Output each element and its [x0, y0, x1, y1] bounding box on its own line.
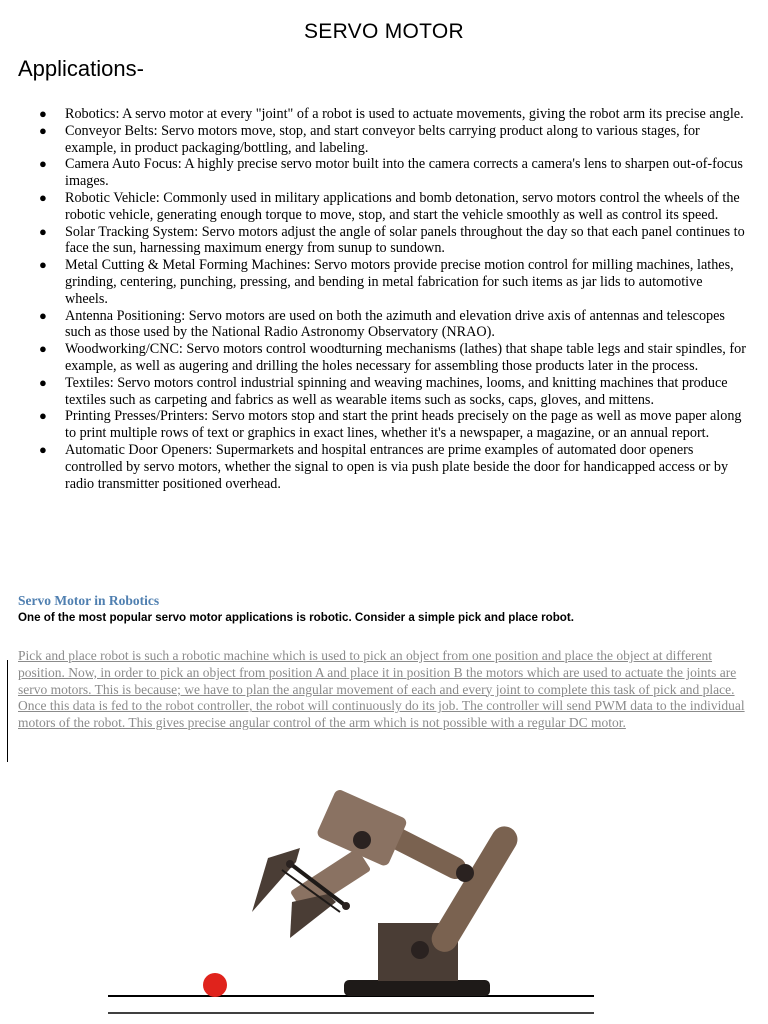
page-title: SERVO MOTOR: [303, 20, 465, 43]
elbow-joint: [456, 864, 474, 882]
application-text: Woodworking/CNC: Servo motors control woodturning mechanisms (lathes) that shape table legs and stair spindles, for example, as well as augering and drilling the holes necessary for assembling those products later in the process.: [65, 341, 746, 374]
gripper-pivot: [342, 902, 350, 910]
bullet-icon: ●: [39, 223, 47, 239]
robotics-intro: One of the most popular servo motor applications is robotic. Consider a simple pick and place robot.: [18, 611, 574, 624]
change-bar: [7, 660, 8, 762]
application-text: Automatic Door Openers: Supermarkets and hospital entrances are prime examples of automated door openers controlled by servo motors, whether the signal to open is via push plate beside the door for handicapped access or by radio transmitter positioned overhead.: [65, 441, 729, 492]
application-text: Printing Presses/Printers: Servo motors stop and start the print heads precisely on the page as well as move paper along to print multiple rows of text or graphics in exact lines, whether it's a newspaper, a magazine, or an annual report.: [65, 408, 742, 442]
list-item: [18, 341, 746, 375]
list-item: [18, 123, 746, 157]
lower-arm-link: [427, 822, 522, 957]
base-joint: [411, 941, 429, 959]
bullet-icon: ●: [39, 341, 47, 357]
red-ball: [203, 973, 227, 997]
robotics-heading: Servo Motor in Robotics: [18, 593, 160, 608]
list-item: [18, 375, 746, 409]
application-text: Textiles: Servo motors control industrial spinning and weaving machines, looms, and knitting machines that produce textiles such as carpeting and fabrics as well as wearable items such as socks, caps, gloves, and mittens.: [65, 374, 728, 408]
list-item: [18, 190, 746, 224]
bullet-icon: ●: [39, 441, 47, 457]
list-item: [18, 156, 746, 190]
shoulder-joint: [353, 831, 371, 849]
list-item: [18, 106, 746, 123]
list-item: [18, 408, 746, 442]
robot-base-plate: [344, 980, 490, 996]
pick-and-place-robot-arm-icon: [100, 790, 600, 1022]
list-item: [18, 442, 746, 492]
gripper-pivot: [286, 860, 294, 868]
bullet-icon: ●: [39, 374, 47, 390]
application-text: Robotic Vehicle: Commonly used in military applications and bomb detonation, servo motors control the wheels of the robotic vehicle, generating enough torque to move, stop, and start the vehicle smoothly as well as control its speed.: [65, 189, 740, 223]
bullet-icon: ●: [39, 408, 47, 424]
bullet-icon: ●: [39, 106, 47, 121]
list-item: [18, 224, 746, 258]
applications-heading: Applications-: [18, 56, 144, 81]
application-text: Conveyor Belts: Servo motors move, stop, and start conveyor belts carrying product along to various stages, for example, in product packaging/bottling, and labeling.: [65, 122, 700, 156]
bullet-icon: ●: [39, 307, 47, 323]
bullet-icon: ●: [39, 189, 47, 205]
applications-list: [18, 106, 746, 492]
list-item: [18, 308, 746, 342]
application-text: Metal Cutting & Metal Forming Machines: Servo motors provide precise motion control for milling machines, lathes, grinding, centering, punching, pressing, and bending in metal fabrication for such items as jar lids to automotive wheels.: [65, 257, 734, 307]
bullet-icon: ●: [39, 156, 47, 172]
application-text: Robotics: A servo motor at every "joint" of a robot is used to actuate movements, giving the robot arm its precise angle.: [65, 106, 744, 122]
application-text: Camera Auto Focus: A highly precise servo motor built into the camera corrects a camera's lens to sharpen out-of-focus images.: [65, 156, 743, 190]
list-item: [18, 257, 746, 307]
application-text: Antenna Positioning: Servo motors are used on both the azimuth and elevation drive axis of antennas and telescopes such as those used by the National Radio Astronomy Observatory (NRAO).: [65, 307, 725, 341]
bullet-icon: ●: [39, 122, 47, 138]
application-text: Solar Tracking System: Servo motors adjust the angle of solar panels throughout the day so that each panel continues to face the sun, harnessing maximum energy from sunup to sundown.: [65, 223, 745, 257]
bullet-icon: ●: [39, 257, 47, 273]
robotics-paragraph: Pick and place robot is such a robotic machine which is used to pick an object from one position and place the object at different position. Now, in order to pick an object from position A and place it in position B the motors which are used to actuate the joints are servo motors. This is because; we have to plan the angular movement of each and every joint to complete this task of pick and place. Once this data is fed to the robot controller, the robot will continuously do its job. The controller will send PWM data to the individual motors of the robot. This gives precise angular control of the arm which is not possible with a regular DC motor.: [18, 648, 745, 731]
